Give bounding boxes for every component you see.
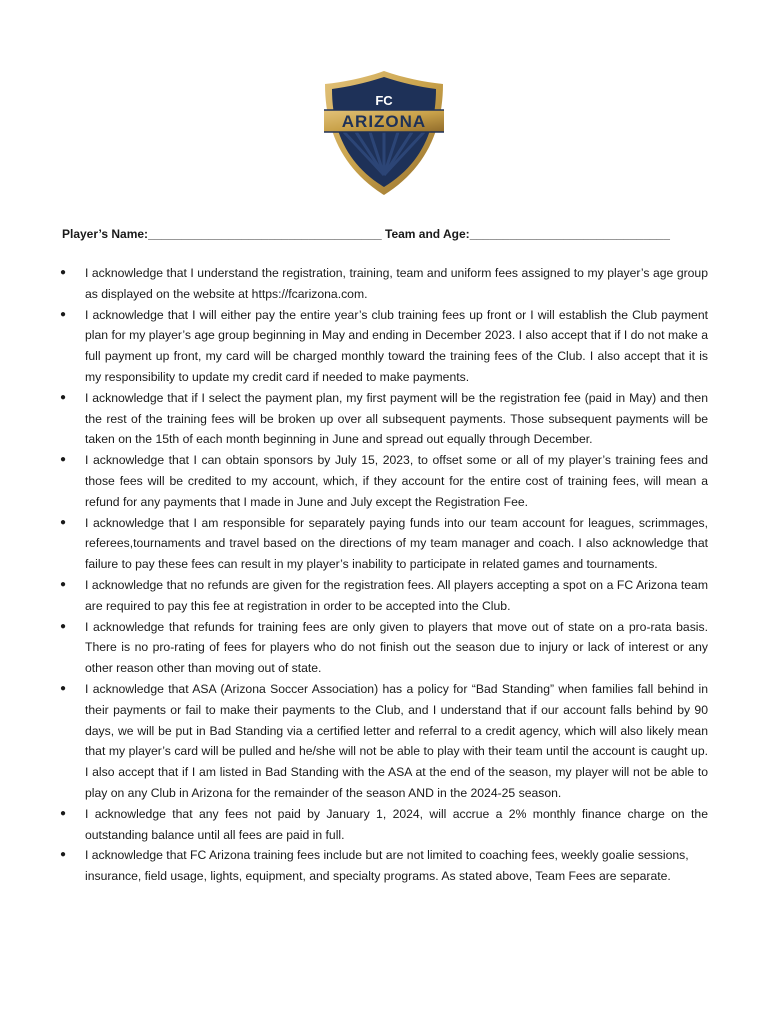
list-item: ● I acknowledge that I understand the registration, training, team and uniform fees assigned to my player’s age group as displayed on the website at https://fcarizona.com.	[60, 263, 708, 305]
fc-arizona-logo	[324, 70, 444, 196]
player-info-fields	[62, 227, 722, 241]
acknowledgement-list	[60, 263, 708, 887]
player-name-field[interactable]: ___________________________________	[148, 227, 382, 241]
list-item: ● I acknowledge that any fees not paid by January 1, 2024, will accrue a 2% monthly finance charge on the outstanding balance until all fees are paid in full.	[60, 804, 708, 846]
team-age-label: Team and Age:	[385, 227, 470, 241]
list-item: ● I acknowledge that if I select the payment plan, my first payment will be the registration fee (paid in May) and then the rest of the training fees will be broken up over all subsequent payments. Those subsequent payments will be taken on the 15th of each month beginning in June and spread out equally through December.	[60, 388, 708, 450]
list-item: ● I acknowledge that no refunds are given for the registration fees. All players accepting a spot on a FC Arizona team are required to pay this fee at registration in order to be accepted into the Club.	[60, 575, 708, 617]
team-age-field[interactable]: ______________________________	[469, 227, 670, 241]
player-name-label: Player’s Name:	[62, 227, 149, 241]
list-item: ● I acknowledge that I am responsible for separately paying funds into our team account for leagues, scrimmages, referees,tournaments and travel based on the directions of my team manager and coach. I also acknowledge that failure to pay these fees can result in my player’s inability to participate in related games and tournaments.	[60, 513, 708, 575]
list-item: ● I acknowledge that I will either pay the entire year’s club training fees up front or I will establish the Club payment plan for my player’s age group beginning in May and ending in December 2023. I also accept that if I do not make a full payment up front, my card will be charged monthly toward the training fees of the Club. I also accept that it is my responsibility to update my credit card if needed to make payments.	[60, 305, 708, 388]
list-item: ● I acknowledge that FC Arizona training fees include but are not limited to coaching fees, weekly goalie sessions, insurance, field usage, lights, equipment, and specialty programs. As stated above, Team Fees are separate.	[60, 845, 708, 887]
logo-arizona-text: ARIZONA	[341, 112, 427, 131]
list-item: ● I acknowledge that I can obtain sponsors by July 15, 2023, to offset some or all of my player’s training fees and those fees will be credited to my account, which, if they account for the entire cost of training fees, will mean a refund for any payments that I made in June and July except the Registration Fee.	[60, 450, 708, 512]
list-item: ● I acknowledge that refunds for training fees are only given to players that move out of state on a pro-rata basis. There is no pro-rating of fees for players who do not finish out the season due to injury or lack of interest or any other reason other than moving out of state.	[60, 617, 708, 679]
logo-fc-text: FC	[375, 93, 393, 108]
list-item: ● I acknowledge that ASA (Arizona Soccer Association) has a policy for “Bad Standing” when families fall behind in their payments or fail to make their payments to the Club, and I understand that if our account falls behind by 90 days, we will be put in Bad Standing via a certified letter and referral to a credit agency, which will also likely mean that my player’s card will be pulled and he/she will not be able to play with their team until the account is caught up. I also accept that if I am listed in Bad Standing with the ASA at the end of the season, my player will not be able to play on any Club in Arizona for the remainder of the season AND in the 2024-25 season.	[60, 679, 708, 804]
